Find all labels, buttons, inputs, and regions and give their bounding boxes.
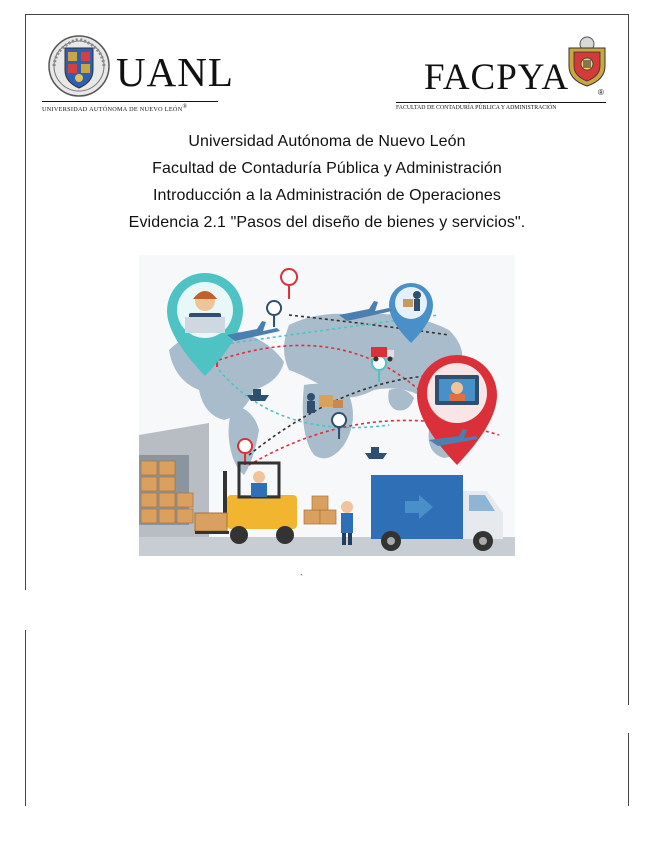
facpya-rule	[396, 102, 606, 103]
warehouse	[139, 423, 209, 556]
uanl-subtitle: UNIVERSIDAD AUTÓNOMA DE NUEVO LEÓN	[42, 106, 183, 114]
title-block	[60, 128, 594, 236]
facpya-crest-icon	[566, 36, 608, 88]
facpya-wordmark: FACPYA	[424, 57, 570, 98]
border-gap	[626, 705, 632, 733]
uanl-subtitle-wrap	[42, 104, 228, 113]
uanl-rule	[42, 101, 218, 102]
border-gap	[22, 590, 28, 630]
uanl-logo	[40, 34, 234, 120]
facpya-registered-mark: ®	[598, 88, 604, 97]
facpya-logo	[392, 34, 612, 120]
stray-mark: `	[300, 573, 303, 583]
university-name: Universidad Autónoma de Nuevo León	[188, 133, 466, 150]
assignment-title: Evidencia 2.1 "Pasos del diseño de bienes y servicios".	[128, 214, 526, 231]
uanl-registered-mark: ®	[182, 104, 188, 110]
logistics-illustration	[139, 255, 515, 556]
faculty-name: Facultad de Contaduría Pública y Administración	[152, 160, 502, 177]
course-name: Introducción a la Administración de Operaciones	[152, 187, 501, 204]
uanl-wordmark: UANL	[116, 49, 234, 95]
facpya-subtitle: FACULTAD DE CONTADURÍA PÚBLICA Y ADMINISTRACIÓN	[396, 105, 557, 111]
uanl-seal-icon	[48, 34, 110, 98]
